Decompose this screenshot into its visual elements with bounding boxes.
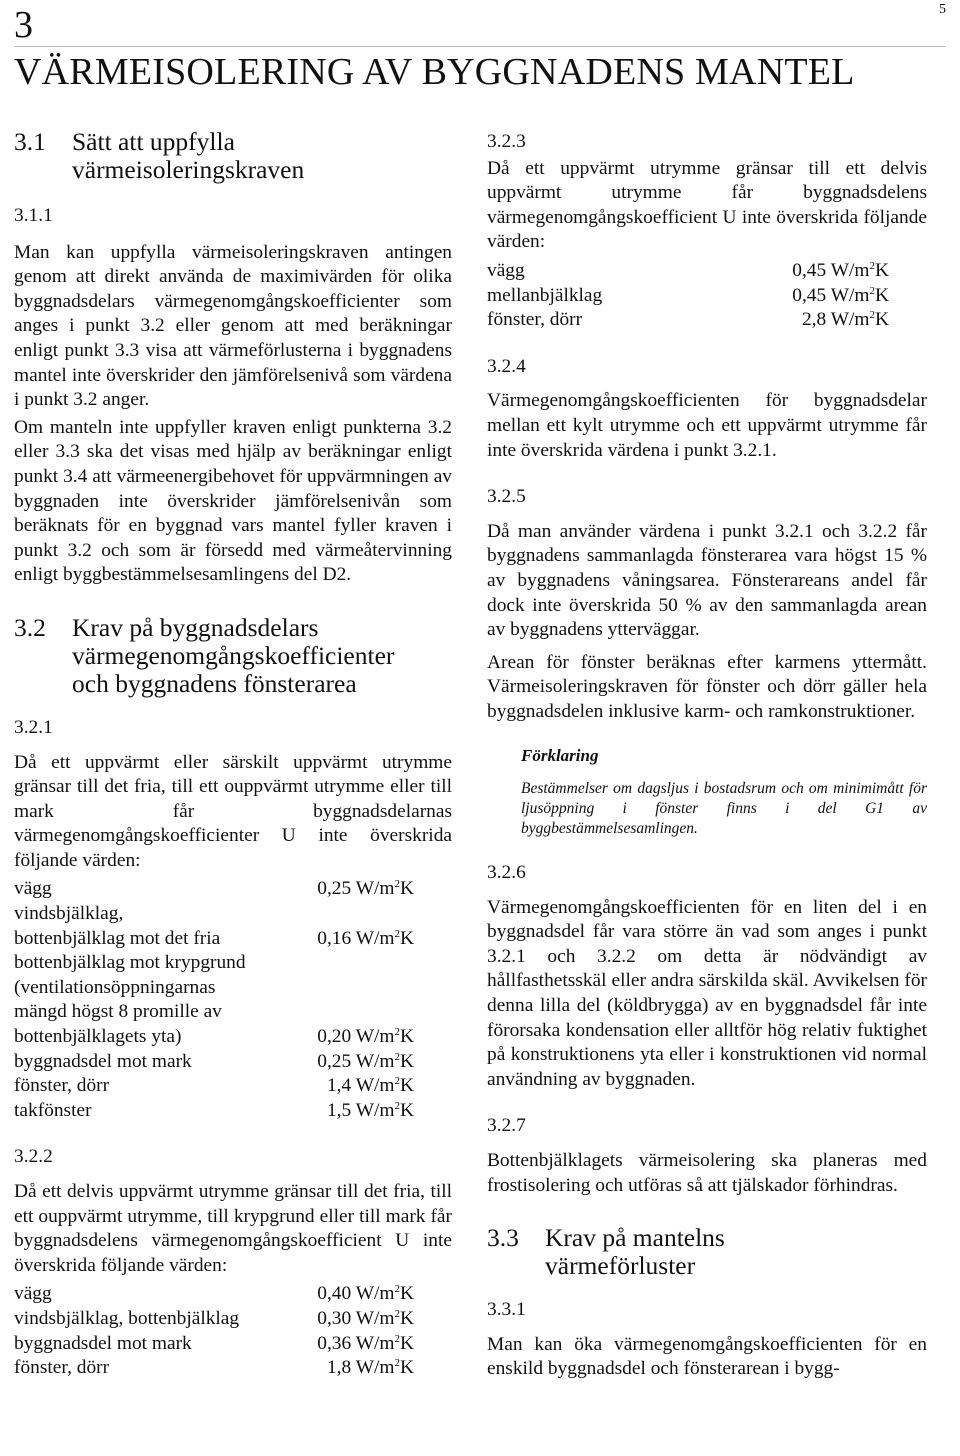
paragraph: Om manteln inte uppfyller kraven enligt punkterna 3.2 eller 3.3 ska det visas med hjälp av beräkningar enligt punkt 3.4 att värmeenergibehovet för uppvärmningen av byggnaden inte överskrider jämförelsenivån som beräknats för en byggnad vars mantel fyller kraven i punkt 3.2 och som är försedd med värmeåtervinning enligt byggbestämmelsesamlingens del D2. xyxy=(14,416,452,586)
row-value xyxy=(690,284,927,309)
unit: W/m xyxy=(355,1307,395,1329)
row-label: fönster, dörr xyxy=(14,1357,110,1379)
unit: W/m xyxy=(355,1099,395,1121)
unit-suffix: K xyxy=(399,1075,414,1097)
header-rule xyxy=(14,46,946,47)
unit-suffix: K xyxy=(399,1099,414,1121)
row-value xyxy=(288,1332,452,1357)
row-value xyxy=(288,1307,452,1332)
unit: W/m xyxy=(355,1283,395,1305)
row-label: fönster, dörr xyxy=(14,1075,110,1097)
page-number: 5 xyxy=(939,2,946,17)
subsection-number: 3.2.3 xyxy=(487,131,526,152)
unit-exponent: 2 xyxy=(394,1283,400,1296)
paragraph: Då ett uppvärmt eller särskilt uppvärmt utrymme gränsar till det fria, till ett ouppvärmt utrymme eller till mark får byggnadsdelarnas värmegenomgångskoefficienter U inte överskrida följande värden: xyxy=(14,751,452,871)
row-label: byggnadsdel mot mark xyxy=(14,1050,192,1072)
unit-exponent: 2 xyxy=(394,1026,400,1039)
section-number: 3.2 xyxy=(14,612,46,642)
unit-suffix: K xyxy=(399,1283,414,1305)
left-column xyxy=(14,128,452,1381)
section-3-1-heading xyxy=(14,128,452,184)
section-title-line: Sätt att uppfylla xyxy=(72,127,235,156)
row-value xyxy=(690,259,927,284)
row-label: mellanbjälklag xyxy=(487,284,603,306)
u-value: 0,45 xyxy=(792,284,827,306)
section-title xyxy=(72,128,452,184)
u-value: 1,8 xyxy=(326,1357,352,1379)
section-title-line: värmeisoleringskraven xyxy=(72,155,305,184)
table-row xyxy=(14,951,452,976)
table-row xyxy=(14,1356,452,1381)
section-title-line: Krav på byggnadsdelars xyxy=(72,612,319,642)
row-value xyxy=(288,1356,452,1381)
unit-exponent: 2 xyxy=(394,1050,400,1063)
table-row xyxy=(14,877,452,902)
unit-exponent: 2 xyxy=(394,878,400,891)
unit: W/m xyxy=(830,284,870,306)
section-title-line: och byggnadens fönsterarea xyxy=(72,668,357,698)
unit: W/m xyxy=(830,259,870,281)
section-title xyxy=(72,614,452,698)
section-title-line: värmeförluster xyxy=(545,1251,696,1281)
u-value: 0,45 xyxy=(792,259,827,281)
chapter-title: VÄRMEISOLERING AV BYGGNADENS MANTEL xyxy=(14,51,855,93)
section-3-2-heading xyxy=(14,614,452,698)
unit-exponent: 2 xyxy=(394,1099,400,1112)
section-number: 3.3 xyxy=(487,1223,519,1253)
subsection-number: 3.2.7 xyxy=(487,1115,526,1137)
row-label: mängd högst 8 promille av xyxy=(14,1001,222,1023)
row-value xyxy=(288,1282,452,1307)
row-value xyxy=(291,1074,452,1099)
paragraph: Värmegenomgångskoefficienten för en liten del i en byggnadsdel får vara större än vad som anges i punkt 3.2.1 och 3.2.2 om detta är nödvändigt av hållfasthetsskäl eller andra särskilda skäl. Avvikelsen för denna lilla del (köldbrygga) av en byggnadsdel får inte förorsaka kondensation eller alltför hög relativ fuktighet på konstruktionens yta eller i konstruktionen vid normal användning av byggnaden. xyxy=(487,896,927,1090)
table-row xyxy=(14,1025,452,1050)
unit-suffix: K xyxy=(874,284,889,306)
note-text: Bestämmelser om dagsljus i bostadsrum och om minimimått för ljusöppning i fönster finns i del G1 av byggbestämmelsesamlingen. xyxy=(521,780,927,838)
row-value xyxy=(291,927,452,952)
paragraph: Värmegenomgångskoefficienten för byggnadsdelar mellan ett kylt utrymme och ett uppvärmt utrymme får inte överskrida värdena i punkt 3.2.1. xyxy=(487,390,927,461)
subsection-number: 3.2.2 xyxy=(14,1146,53,1168)
row-label: vägg xyxy=(14,1283,52,1305)
unit-suffix: K xyxy=(874,259,889,281)
u-value: 0,20 xyxy=(317,1026,352,1048)
unit-suffix: K xyxy=(399,1307,414,1329)
subsection-number: 3.2.4 xyxy=(487,355,526,377)
row-value xyxy=(291,976,452,1001)
paragraph: Då ett uppvärmt utrymme gränsar till ett delvis uppvärmt utrymme får byggnadsdelens värmegenomgångskoefficient U inte överskrida följande värden: xyxy=(487,157,927,253)
paragraph: Då man använder värdena i punkt 3.2.1 och 3.2.2 får byggnadens sammanlagda fönsterarea vara högst 15 % av byggnadens våningsarea. Fönsterareans andel får dock inte överskrida 50 % av den sammanlagda arean av byggnadens ytterväggar. xyxy=(487,520,927,641)
unit-suffix: K xyxy=(399,927,414,949)
subsection-number: 3.3.1 xyxy=(487,1299,526,1321)
table-row xyxy=(14,902,452,927)
right-column xyxy=(487,130,927,1382)
unit-exponent: 2 xyxy=(394,1307,400,1320)
unit-exponent: 2 xyxy=(869,284,875,297)
unit: W/m xyxy=(355,1075,395,1097)
paragraph: Då ett delvis uppvärmt utrymme gränsar till det fria, till ett ouppvärmt utrymme, till krypgrund eller till mark får byggnadsdelens värmegenomgångskoefficient U inte överskrida följande värden: xyxy=(14,1181,452,1276)
unit-suffix: K xyxy=(399,1357,414,1379)
unit: W/m xyxy=(830,309,870,331)
subsection-number: 3.2.6 xyxy=(487,862,526,884)
table-row xyxy=(14,1282,452,1307)
u-value: 0,25 xyxy=(317,878,352,900)
table-row xyxy=(14,1307,452,1332)
table-row xyxy=(14,1000,452,1025)
row-value xyxy=(291,1050,452,1075)
table-row xyxy=(14,1074,452,1099)
section-title-line: värmegenomgångskoefficienter xyxy=(72,640,395,670)
unit: W/m xyxy=(355,1332,395,1354)
table-row xyxy=(14,1050,452,1075)
unit-suffix: K xyxy=(399,1332,414,1354)
paragraph: Man kan öka värmegenomgångskoefficienten för en enskild byggnadsdel och fönsterarean i bygg- xyxy=(487,1333,927,1380)
row-value xyxy=(690,308,927,333)
table-row xyxy=(487,259,927,284)
note-title: Förklaring xyxy=(521,746,599,766)
u-value: 0,40 xyxy=(317,1283,352,1305)
paragraph: Bottenbjälklagets värmeisolering ska planeras med frostisolering och utföras så att tjälskador förhindras. xyxy=(487,1150,927,1196)
u-value: 0,25 xyxy=(317,1050,352,1072)
row-label: fönster, dörr xyxy=(487,309,583,331)
u-value: 1,4 xyxy=(326,1075,352,1097)
unit-suffix: K xyxy=(399,878,414,900)
row-label: vindsbjälklag, bottenbjälklag xyxy=(14,1307,240,1329)
subsection-number: 3.2.5 xyxy=(487,486,526,508)
unit-suffix: K xyxy=(399,1026,414,1048)
table-row xyxy=(14,976,452,1001)
unit-exponent: 2 xyxy=(394,1332,400,1345)
unit-exponent: 2 xyxy=(394,1075,400,1088)
u-value: 0,36 xyxy=(317,1332,352,1354)
row-label: bottenbjälklag mot krypgrund xyxy=(14,952,246,974)
section-3-3-heading xyxy=(487,1224,927,1280)
unit: W/m xyxy=(355,1050,395,1072)
section-number: 3.1 xyxy=(14,127,46,156)
subsection-number: 3.1.1 xyxy=(14,205,53,226)
u-value: 0,30 xyxy=(317,1307,352,1329)
unit-suffix: K xyxy=(874,309,889,331)
paragraph: Arean för fönster beräknas efter karmens yttermått. Värmeisoleringskraven för fönster och dörr gäller hela byggnadsdelen inklusive karm- och ramkonstruktioner. xyxy=(487,651,927,722)
chapter-number: 3 xyxy=(14,4,33,46)
u-value-table xyxy=(14,1282,452,1380)
u-value-table xyxy=(14,877,452,1123)
subsection-number: 3.2.1 xyxy=(14,716,53,738)
row-value xyxy=(291,877,452,902)
row-label: takfönster xyxy=(14,1099,92,1121)
row-value xyxy=(291,951,452,976)
table-row xyxy=(14,1099,452,1124)
row-value xyxy=(291,902,452,927)
paragraph: Man kan uppfylla värmeisoleringskraven antingen genom att direkt använda de maximivärden för olika byggnadsdelars värmegenomgångskoefficienter som anges i punkt 3.2 eller genom att med beräkningar enligt punkt 3.3 visa att värmeförlusterna i byggnadens mantel inte överskrider den jämförelsenivå som värdena i punkt 3.2 anger. xyxy=(14,241,452,411)
row-label: vägg xyxy=(14,878,52,900)
table-row xyxy=(487,284,927,309)
explanation-note xyxy=(487,744,927,839)
row-label: bottenbjälklag mot det fria xyxy=(14,927,221,949)
unit-exponent: 2 xyxy=(869,309,875,322)
unit: W/m xyxy=(355,1357,395,1379)
unit-exponent: 2 xyxy=(394,927,400,940)
unit-exponent: 2 xyxy=(869,259,875,272)
row-label: vägg xyxy=(487,259,525,281)
unit: W/m xyxy=(355,1026,395,1048)
section-title xyxy=(545,1224,927,1280)
row-value xyxy=(291,1000,452,1025)
u-value: 2,8 xyxy=(801,309,827,331)
u-value: 1,5 xyxy=(326,1099,352,1121)
row-label: vindsbjälklag, xyxy=(14,903,124,925)
table-row xyxy=(14,927,452,952)
row-label: byggnadsdel mot mark xyxy=(14,1332,192,1354)
table-row xyxy=(487,308,927,333)
row-value xyxy=(291,1025,452,1050)
unit-suffix: K xyxy=(399,1050,414,1072)
unit: W/m xyxy=(355,927,395,949)
u-value-table xyxy=(487,259,927,333)
row-value xyxy=(291,1099,452,1124)
row-label: bottenbjälklagets yta) xyxy=(14,1026,182,1048)
table-row xyxy=(14,1332,452,1357)
unit: W/m xyxy=(355,878,395,900)
unit-exponent: 2 xyxy=(394,1357,400,1370)
u-value: 0,16 xyxy=(317,927,352,949)
row-label: (ventilationsöppningarnas xyxy=(14,976,216,998)
section-title-line: Krav på mantelns xyxy=(545,1223,725,1253)
